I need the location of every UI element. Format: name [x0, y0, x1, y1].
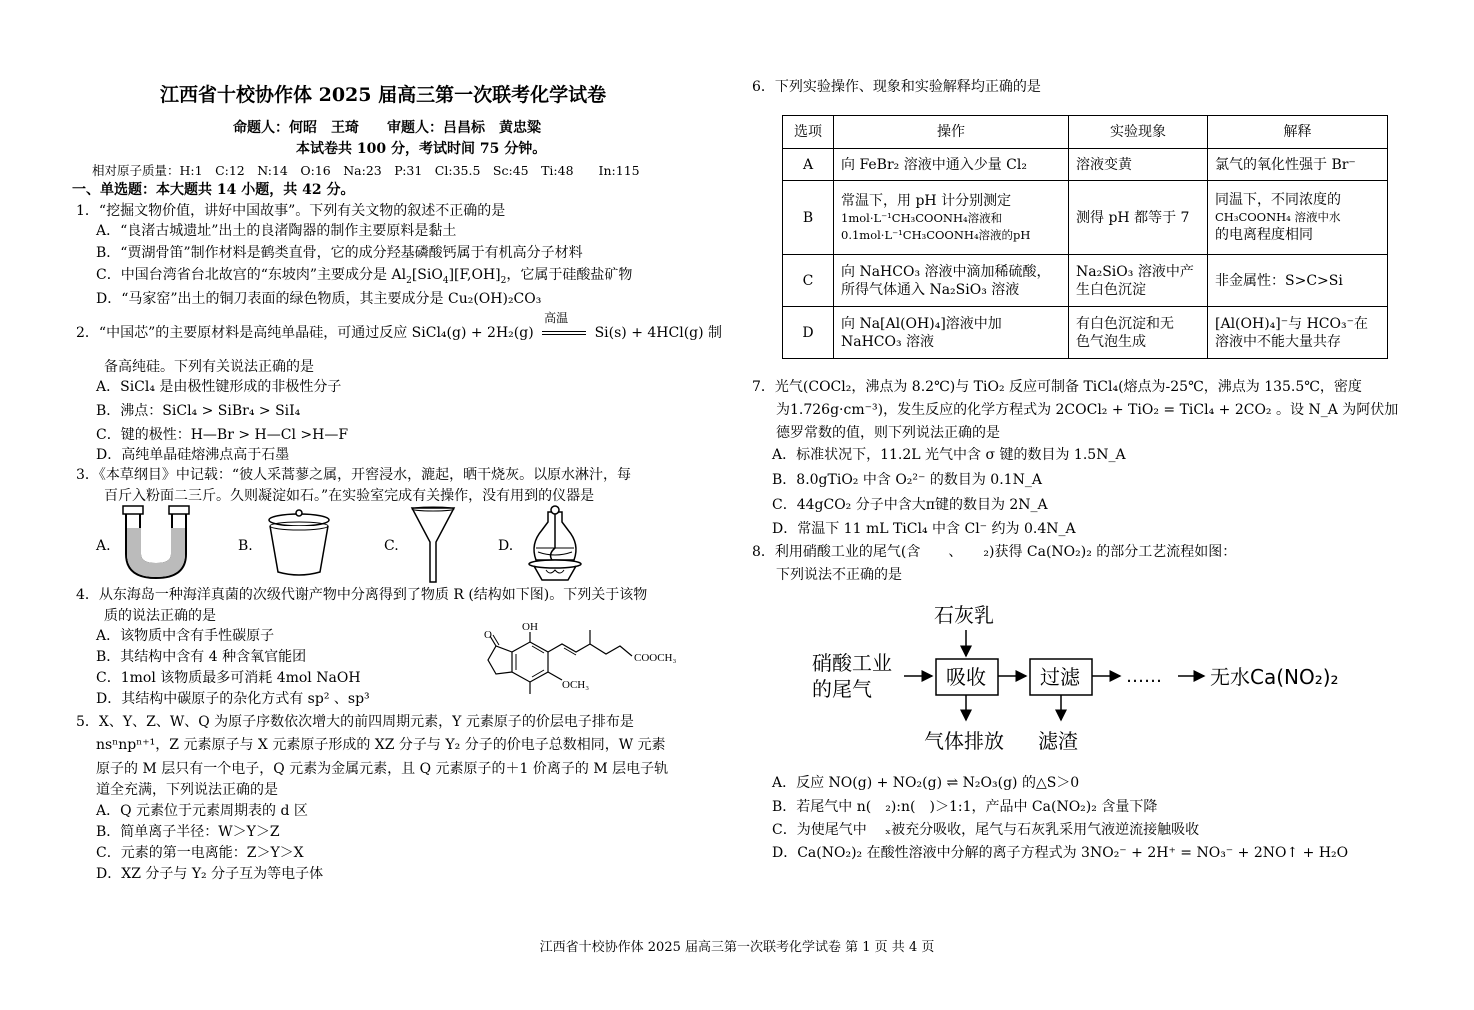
col-header-phenomenon: 实验现象: [1069, 116, 1208, 149]
q2-stem-pre: 2．“中国芯”的主要原材料是高纯单晶硅，可通过反应 SiCl₄(g) + 2H₂(g): [76, 325, 534, 341]
row-d-operation: [834, 307, 1069, 359]
flow-lime: 石灰乳: [934, 603, 994, 627]
row-b-exp-line1: 同温下，不同浓度的: [1215, 192, 1341, 208]
q7-stem2: 为1.726g·cm⁻³)，发生反应的化学方程式为 2COCl₂ + TiO₂ = TiCl₄ + 2CO₂ 。设 N_A 为阿伏加: [776, 402, 1399, 418]
row-d-explanation: [1208, 307, 1388, 359]
q2-option-b: B．沸点：SiCl₄ > SiBr₄ > SiI₄: [96, 403, 301, 419]
q1-option-c: C．中国台湾省台北故宫的“东坡肉”主要成分是 $Al_2[SiO_4][F,OH]_2$，它属于硅酸盐矿物: [96, 267, 633, 286]
q7-stem: 7．光气(COCl₂，沸点为 8.2℃)与 TiO₂ 反应可制备 TiCl₄(熔点为-25℃，沸点为 135.5℃，密度: [752, 379, 1362, 395]
q5-option-c: C．元素的第一电离能：Z＞Y＞X: [96, 845, 304, 861]
row-b-exp-line2: CH₃COONH₄ 溶液中水: [1215, 210, 1341, 224]
page-footer: 江西省十校协作体 2025 届高三第一次联考化学试卷 第 1 页 共 4 页: [539, 940, 935, 955]
q1-c-formula2: ][F,OH]: [448, 267, 501, 283]
q2-option-d: D．高纯单晶硅熔沸点高于石墨: [96, 447, 290, 463]
molecule-r-structure: [470, 620, 690, 700]
row-d-op-line1: 向 Na[Al(OH)₄]溶液中加: [841, 315, 1002, 332]
flow-dots: ……: [1126, 666, 1162, 687]
q2-option-c: C．键的极性：H—Br > H—Cl >H—F: [96, 427, 349, 443]
q8-option-c: C．为使尾气中 ₓ被充分吸收，尾气与石灰乳采用气液逆流接触吸收: [772, 822, 1200, 838]
q2-stem-post: Si(s) + 4HCl(g) 制: [594, 325, 723, 341]
row-d-option: D: [783, 307, 834, 359]
q5-option-a: A．Q 元素位于元素周期表的 d 区: [96, 803, 308, 819]
row-b-op-line1: 常温下，用 pH 计分别测定: [841, 192, 1012, 209]
row-c-operation: [834, 255, 1069, 307]
row-d-phenomenon: [1069, 307, 1208, 359]
q1-c-post: ，它属于硅酸盐矿物: [506, 267, 633, 283]
crucible-icon: [266, 508, 332, 578]
q5-option-b: B．简单离子半径：W＞Y＞Z: [96, 824, 280, 840]
q1-c-formula: [SiO: [411, 267, 443, 283]
flow-source-line2: 的尾气: [812, 677, 872, 701]
page-title: 江西省十校协作体 2025 届高三第一次联考化学试卷: [160, 84, 607, 106]
q1-option-d: D．“马家窑”出土的铜刀表面的绿色物质，其主要成分是 Cu₂(OH)₂CO₃: [96, 291, 542, 307]
q1-stem: 1．“挖掘文物价值，讲好中国故事”。下列有关文物的叙述不正确的是: [76, 203, 506, 219]
row-a-option: A: [783, 149, 834, 181]
col-header-explanation: 解释: [1208, 116, 1388, 149]
row-b-operation: [834, 181, 1069, 255]
row-d-op-line2: NaHCO₃ 溶液: [841, 333, 935, 350]
q7-option-b: B．8.0gTiO₂ 中含 O₂²⁻ 的数目为 0.1N_A: [772, 472, 1042, 488]
row-a-explanation: 氯气的氧化性强于 Br⁻: [1208, 149, 1388, 181]
flow-product: 无水Ca(NO₂)₂: [1210, 665, 1339, 689]
col-header-option: 选项: [783, 116, 834, 149]
row-c-op-line2: 所得气体通入 Na₂SiO₃ 溶液: [841, 281, 1020, 298]
q3-option-c: C.: [384, 538, 399, 554]
flow-residue: 滤渣: [1038, 729, 1078, 753]
q4-option-d: D．其结构中碳原子的杂化方式有 sp² 、sp³: [96, 691, 370, 707]
q1-option-a: A．“良渚古城遗址”出土的良渚陶器的制作主要原料是黏土: [96, 223, 457, 239]
q4-option-a: A．该物质中含有手性碳原子: [96, 628, 275, 644]
q8-option-b: B．若尾气中 n( ₂):n( )＞1:1，产品中 Ca(NO₂)₂ 含量下降: [772, 799, 1158, 815]
q2-option-a: A．SiCl₄ 是由极性键形成的非极性分子: [96, 379, 342, 395]
q6-table: [782, 115, 1388, 359]
row-b-explanation: [1208, 181, 1388, 255]
table-row: [783, 181, 1388, 255]
q3-option-d: D.: [498, 538, 514, 554]
q2-condition: 高温: [544, 311, 569, 325]
q2-stem2: 备高纯硅。下列有关说法正确的是: [104, 359, 314, 375]
q5-stem: 5．X、Y、Z、W、Q 为原子序数依次增大的前四周期元素，Y 元素原子的价层电子排布是: [76, 714, 634, 730]
flow-absorb: 吸收: [946, 665, 986, 689]
table-header-row: [783, 116, 1388, 149]
q2-condition-arrow: [538, 311, 590, 343]
q1-c-pre: C．中国台湾省台北故宫的“东坡肉”主要成分是 Al: [96, 267, 407, 283]
struct-oh: OH: [522, 621, 538, 633]
authors-line: 命题人：何昭 王琦 审题人：吕昌标 黄忠粱: [233, 120, 541, 136]
q7-option-a: A．标准状况下，11.2L 光气中含 σ 键的数目为 1.5N_A: [772, 447, 1126, 463]
table-row: [783, 255, 1388, 307]
q8-option-a: A．反应 NO(g) + NO₂(g) ⇌ N₂O₃(g) 的△S＞0: [772, 775, 1080, 791]
q3-option-b: B.: [238, 538, 253, 554]
struct-ome: OCH₃: [562, 679, 590, 691]
struct-carbonyl-o: O: [484, 629, 492, 641]
exam-info: 本试卷共 100 分，考试时间 75 分钟。: [296, 141, 547, 157]
row-a-phenomenon: 溶液变黄: [1069, 149, 1208, 181]
table-row: [783, 149, 1388, 181]
section-heading: 一、单选题：本大题共 14 小题，共 42 分。: [72, 182, 355, 198]
row-d-obs-line2: 色气泡生成: [1076, 333, 1146, 350]
row-c-explanation: 非金属性：S>C>Si: [1208, 255, 1388, 307]
row-d-obs-line1: 有白色沉淀和无: [1076, 315, 1174, 332]
q4-option-c: C．1mol 该物质最多可消耗 4mol NaOH: [96, 670, 361, 686]
q3-stem2: 百斤入粉面二三斤。久则凝淀如石。”在实验室完成有关操作，没有用到的仪器是: [104, 488, 595, 504]
row-b-op-line3: 0.1mol·L⁻¹CH₃COONH₄溶液的pH: [841, 227, 1031, 242]
q5-stem2: nsⁿnpⁿ⁺¹，Z 元素原子与 X 元素原子形成的 XZ 分子与 Y₂ 分子的价电子总数相同，W 元素: [96, 737, 666, 753]
q8-stem2: 下列说法不正确的是: [776, 567, 902, 583]
row-d-exp-line2: 溶液中不能大量共存: [1215, 333, 1341, 350]
row-b-phenomenon: 测得 pH 都等于 7: [1069, 181, 1208, 255]
flow-filter: 过滤: [1040, 665, 1080, 689]
q5-stem3: 原子的 M 层只有一个电子，Q 元素为金属元素，且 Q 元素原子的＋1 价离子的 M 层电子轨: [96, 761, 669, 777]
row-a-operation: 向 FeBr₂ 溶液中通入少量 Cl₂: [834, 149, 1069, 181]
flow-exhaust: 气体排放: [924, 729, 1004, 753]
atomic-masses: 相对原子质量：H:1 C:12 N:14 O:16 Na:23 P:31 Cl:35.5 Sc:45 Ti:48 In:115: [92, 163, 640, 178]
row-c-option: C: [783, 255, 834, 307]
q4-stem2: 质的说法正确的是: [104, 608, 216, 624]
row-c-op-line1: 向 NaHCO₃ 溶液中滴加稀硫酸，: [841, 263, 1051, 280]
gas-generator-icon: [522, 508, 588, 586]
table-row: [783, 307, 1388, 359]
q6-stem: 6．下列实验操作、现象和实验解释均正确的是: [752, 79, 1041, 95]
flow-source-line1: 硝酸工业: [812, 651, 892, 675]
q7-option-d: D．常温下 11 mL TiCl₄ 中含 Cl⁻ 约为 0.4N_A: [772, 521, 1076, 537]
col-header-operation: 操作: [834, 116, 1069, 149]
q3-stem: 3．《本草纲目》中记载：“彼人采蒿蓼之属，开窖浸水，漉起，晒干烧灰。以原水淋汁，每: [76, 467, 632, 483]
row-b-op-line2: 1mol·L⁻¹CH₃COONH₄溶液和: [841, 210, 1003, 225]
process-flow-diagram: [800, 596, 1360, 762]
q7-stem3: 德罗常数的值，则下列说法正确的是: [776, 425, 1000, 441]
q5-stem4: 道全充满，下列说法正确的是: [96, 782, 278, 798]
row-c-obs-line1: Na₂SiO₃ 溶液中产: [1076, 263, 1194, 280]
row-c-obs-line2: 生白色沉淀: [1076, 281, 1146, 298]
u-tube-icon: [118, 506, 194, 582]
q4-option-b: B．其结构中含有 4 种含氧官能团: [96, 649, 307, 665]
row-b-exp-line3: 的电离程度相同: [1215, 227, 1313, 243]
row-b-option: B: [783, 181, 834, 255]
q8-option-d: D．Ca(NO₂)₂ 在酸性溶液中分解的离子方程式为 3NO₂⁻ + 2H⁺ = NO₃⁻ + 2NO↑ + H₂O: [772, 845, 1349, 861]
q1-option-b: B．“贾湖骨笛”制作材料是鹤类直骨，它的成分羟基磷酸钙属于有机高分子材料: [96, 245, 583, 261]
q4-stem: 4．从东海岛一种海洋真菌的次级代谢产物中分离得到了物质 R (结构如下图)。下列关于该物: [76, 587, 648, 603]
funnel-icon: [410, 506, 456, 584]
q3-option-a: A.: [96, 538, 111, 554]
q2-stem: [76, 311, 723, 343]
struct-ester: COOCH₃: [634, 652, 677, 664]
q8-stem: 8．利用硝酸工业的尾气(含 、 ₂)获得 Ca(NO₂)₂ 的部分工艺流程如图：: [752, 544, 1237, 560]
q7-option-c: C．44gCO₂ 分子中含大π键的数目为 2N_A: [772, 497, 1048, 513]
row-d-exp-line1: [Al(OH)₄]⁻与 HCO₃⁻在: [1215, 315, 1368, 332]
q5-option-d: D．XZ 分子与 Y₂ 分子互为等电子体: [96, 866, 324, 882]
row-c-phenomenon: [1069, 255, 1208, 307]
